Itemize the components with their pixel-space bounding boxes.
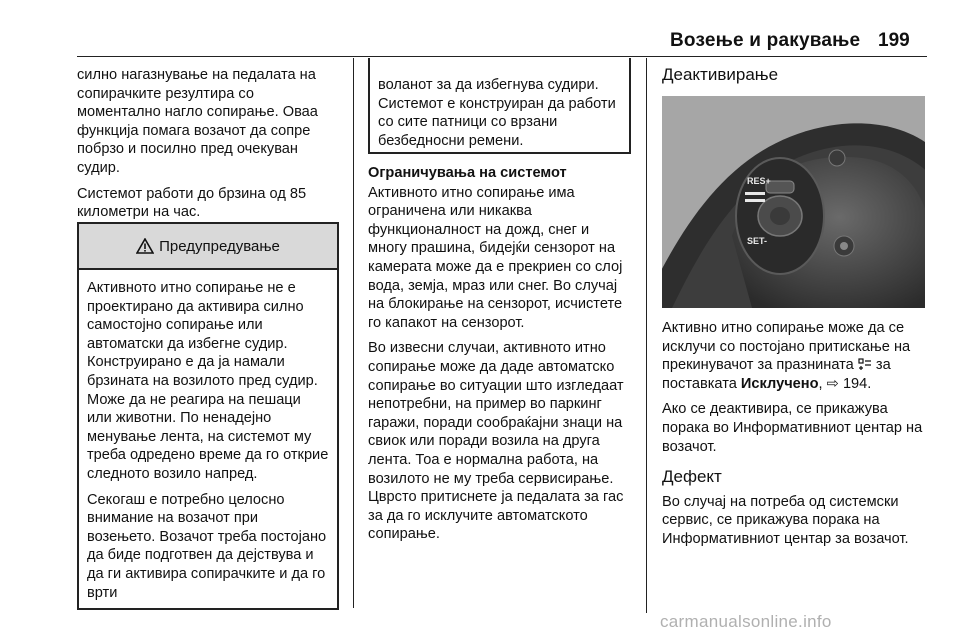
page-ref-arrow-icon: ⇨ bbox=[826, 375, 839, 392]
text-span: Активно итно сопирање може да се исклучи со постојано притискање на прекинувачот за празнината bbox=[662, 320, 911, 374]
paragraph: воланот за да избегнува судири. Системот е конструиран да работи со сите патници со врзани безбедносни ремени. bbox=[378, 77, 616, 149]
set-label: SET- bbox=[747, 236, 768, 246]
column-3-text bbox=[662, 319, 927, 556]
page-ref[interactable]: 194. bbox=[842, 375, 872, 392]
section-heading: Ограничувања на системот bbox=[368, 165, 567, 181]
paragraph: Активното итно сопирање има ограничена или никаква функционалност на дожд, снег и многу прашина, бидејќи сензорот на камерата може да е прекриен со слој вода, земја, мраз или снег. Во случај на блокирање на сензорот, исчистете го капакот на сензорот. bbox=[368, 184, 623, 331]
header-rule bbox=[77, 56, 927, 57]
warning-triangle-icon bbox=[136, 238, 154, 254]
warning-body bbox=[79, 270, 337, 602]
text-span: , bbox=[818, 375, 823, 392]
page-number: 199 bbox=[878, 30, 910, 51]
steering-wheel-image bbox=[662, 96, 925, 308]
column-divider bbox=[646, 58, 647, 613]
paragraph: Во случај на потреба од системски сервис, се прикажува порака на Информативниот центар за возачот. bbox=[662, 493, 909, 547]
gap-switch-icon bbox=[858, 358, 872, 371]
paragraph bbox=[662, 319, 927, 393]
section-heading: Деактивирање bbox=[662, 65, 779, 84]
column-2 bbox=[368, 164, 631, 551]
text-span: за поставката bbox=[662, 357, 891, 392]
paragraph: Во извесни случаи, активното итно сопирање може да даде автоматско сопирање во ситуации што изгледаат непотребни, на пример во паркинг гаражи, поради сообраќајни знаци на свиок или поради возила на друга лента. Тоа е нормална работа, на возилото не му треба сервисирање. Цврсто притиснете ја педалата за гас за да го исклучите автоматското сопирање. bbox=[368, 340, 624, 543]
paragraph: Активното итно сопирање не е проектирано да активира силно самостојно сопирање или автоматски да избегне судир. Конструирано е да ја намали брзината на возилото пред судир. Може да не реагира на пешаци или животни. По ненадејно менување лента, на системот му треба одредено време да го открие следното возило напред. bbox=[87, 280, 329, 482]
paragraph: Ако се деактивира, се прикажува порака во Информативниот центар на возачот. bbox=[662, 401, 923, 455]
column-3 bbox=[662, 66, 927, 91]
paragraph: Системот работи до брзина од 85 километри на час. bbox=[77, 185, 307, 221]
setting-name: Исклучено bbox=[740, 375, 819, 392]
section-title: Возење и ракување bbox=[670, 30, 861, 51]
steering-wheel-illustration bbox=[662, 96, 925, 308]
res-label: RES+ bbox=[747, 176, 771, 186]
paragraph: Секогаш е потребно целосно внимание на возачот при возењето. Возачот треба постојано да биде подготвен да дејствува и да ги активира сопирачките и да го врти bbox=[87, 491, 327, 601]
page-header bbox=[0, 0, 960, 58]
watermark: carmanualsonline.info bbox=[660, 612, 832, 631]
column-divider bbox=[353, 58, 354, 608]
warning-box bbox=[77, 222, 339, 610]
warning-header bbox=[79, 224, 337, 270]
warning-title: Предупредување bbox=[159, 237, 280, 255]
section-heading: Дефект bbox=[662, 467, 722, 487]
warning-box-continued bbox=[368, 58, 631, 154]
paragraph: силно нагазнување на педалата на сопирачките резултира со моментално нагло сопирање. Оваа функција помага возачот да сопре побрзо и посилно пред очекуван судир. bbox=[77, 67, 318, 176]
column-1 bbox=[77, 66, 339, 229]
